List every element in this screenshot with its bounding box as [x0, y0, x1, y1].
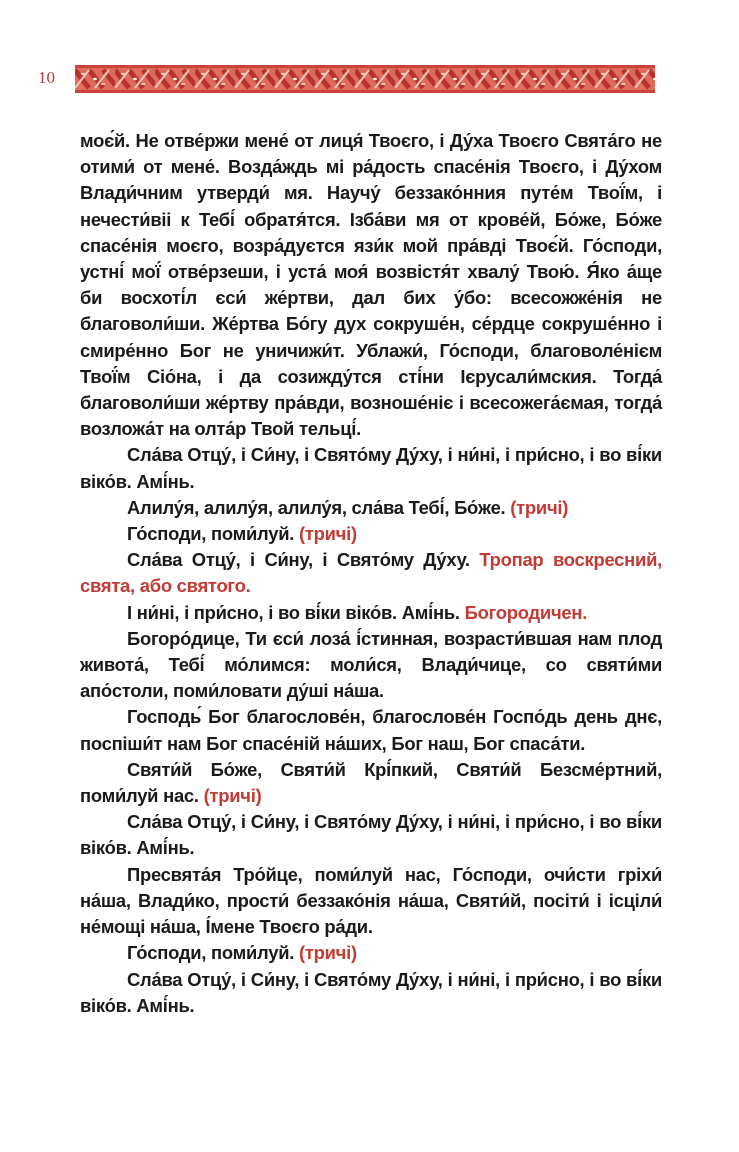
rubric-text: Богородичен. — [464, 601, 588, 623]
ornamental-border — [75, 65, 655, 93]
paragraph — [80, 626, 662, 705]
body-text: Алилу́я, алилу́я, алилу́я, сла́ва Тебі́, Бо́же. — [127, 496, 511, 518]
paragraph — [80, 521, 662, 547]
body-text: Сла́ва Отцу́, і Си́ну, і Свято́му Ду́ху, і ни́ні, і при́сно, і во ві́ки віко́в. Амі́нь. — [80, 968, 662, 1016]
paragraph — [80, 495, 662, 521]
prayer-text — [80, 128, 662, 1019]
paragraph — [80, 547, 662, 599]
rubric-text: (тричі) — [298, 942, 357, 964]
paragraph — [80, 940, 662, 966]
body-text: Пресвята́я Тро́йце, поми́луй нас, Го́споди, очи́сти гріхи́ на́ша, Влади́ко, прости́ беззако́нія на́ша, Святи́й, посіти́ і ісціли́ не́мощі на́ша, І́мене Твоєго ра́ди. — [80, 863, 662, 938]
rubric-text: (тричі) — [298, 523, 357, 545]
page-number: 10 — [38, 68, 55, 87]
rubric-text: (тричі) — [203, 785, 262, 807]
paragraph — [80, 967, 662, 1019]
body-text: Господь́ Бог благослове́н, благослове́н Госпо́дь день днє, поспіши́т нам Бог спасе́ній на́ших, Бог наш, Бог спаса́ти. — [80, 706, 662, 754]
rubric-text: Тропар воскресний, свята, або святого. — [80, 549, 662, 597]
body-text: Го́споди, поми́луй. — [127, 942, 299, 964]
paragraph — [80, 862, 662, 941]
body-text: моє́й. Не отве́ржи мене́ от лиця́ Твоєго, і Ду́ха Твоєго Свята́го не отими́ от мене́. Возда́ждь мі ра́дость спасе́нія Твоєго, і Ду́хом Влади́чним утверди́ мя. Научу́ беззако́нния путе́м Твої́м, і нечести́віі к Тебі́ обратя́тся. Ізба́ви мя от крове́й, Бо́же, Бо́же спасе́нія моєго, возра́дуєтся язи́к мой пра́вді Твоє́й. Го́споди, устні́ мої́ отве́рзеши, і уста́ моя́ возвістя́т хвалу́ Твою́. Я́ко а́ще би восхоті́л єси́ же́ртви, дал бих у́бо: всесожже́нія не благоволи́ши. Же́ртва Бо́гу дух сокруше́н, се́рдце сокруше́нно і смире́нно Бог не уничижи́т. Ублажи́, Го́споди, благоволе́нієм Твої́м Сіо́на, і да созижду́тся сті́ни Ієрусали́мския. Тогда́ благоволи́ши же́ртву пра́вди, возноше́ніє і всесожега́ємая, тогда́ возложа́т на олта́р Твой тельці́. — [80, 130, 662, 440]
paragraph — [80, 757, 662, 809]
paragraph — [80, 600, 662, 626]
body-text: Богоро́дице, Ти єси́ лоза́ і́стинная, возрасти́вшая нам плод живота́, Тебі́ мо́лимся: моли́ся, Влади́чице, со святи́ми апо́столи, поми́ловати ду́ші на́ша. — [80, 627, 662, 702]
body-text: Сла́ва Отцу́, і Си́ну, і Свято́му Ду́ху. — [127, 549, 480, 571]
rubric-text: (тричі) — [510, 496, 569, 518]
body-text: Святи́й Бо́же, Святи́й Крі́пкий, Святи́й Безсме́ртний, поми́луй нас. — [80, 758, 662, 807]
body-text: Го́споди, поми́луй. — [127, 523, 299, 545]
body-text: Сла́ва Отцу́, і Си́ну, і Свято́му Ду́ху, і ни́ні, і при́сно, і во ві́ки віко́в. Амі́нь. — [80, 444, 662, 492]
braided-border-icon — [75, 65, 655, 93]
paragraph — [80, 128, 662, 442]
paragraph — [80, 809, 662, 861]
paragraph — [80, 704, 662, 756]
paragraph — [80, 442, 662, 494]
body-text: Сла́ва Отцу́, і Си́ну, і Свято́му Ду́ху, і ни́ні, і при́сно, і во ві́ки віко́в. Амі́нь. — [80, 811, 662, 859]
body-text: І ни́ні, і при́сно, і во ві́ки віко́в. Амі́нь. — [127, 601, 465, 623]
